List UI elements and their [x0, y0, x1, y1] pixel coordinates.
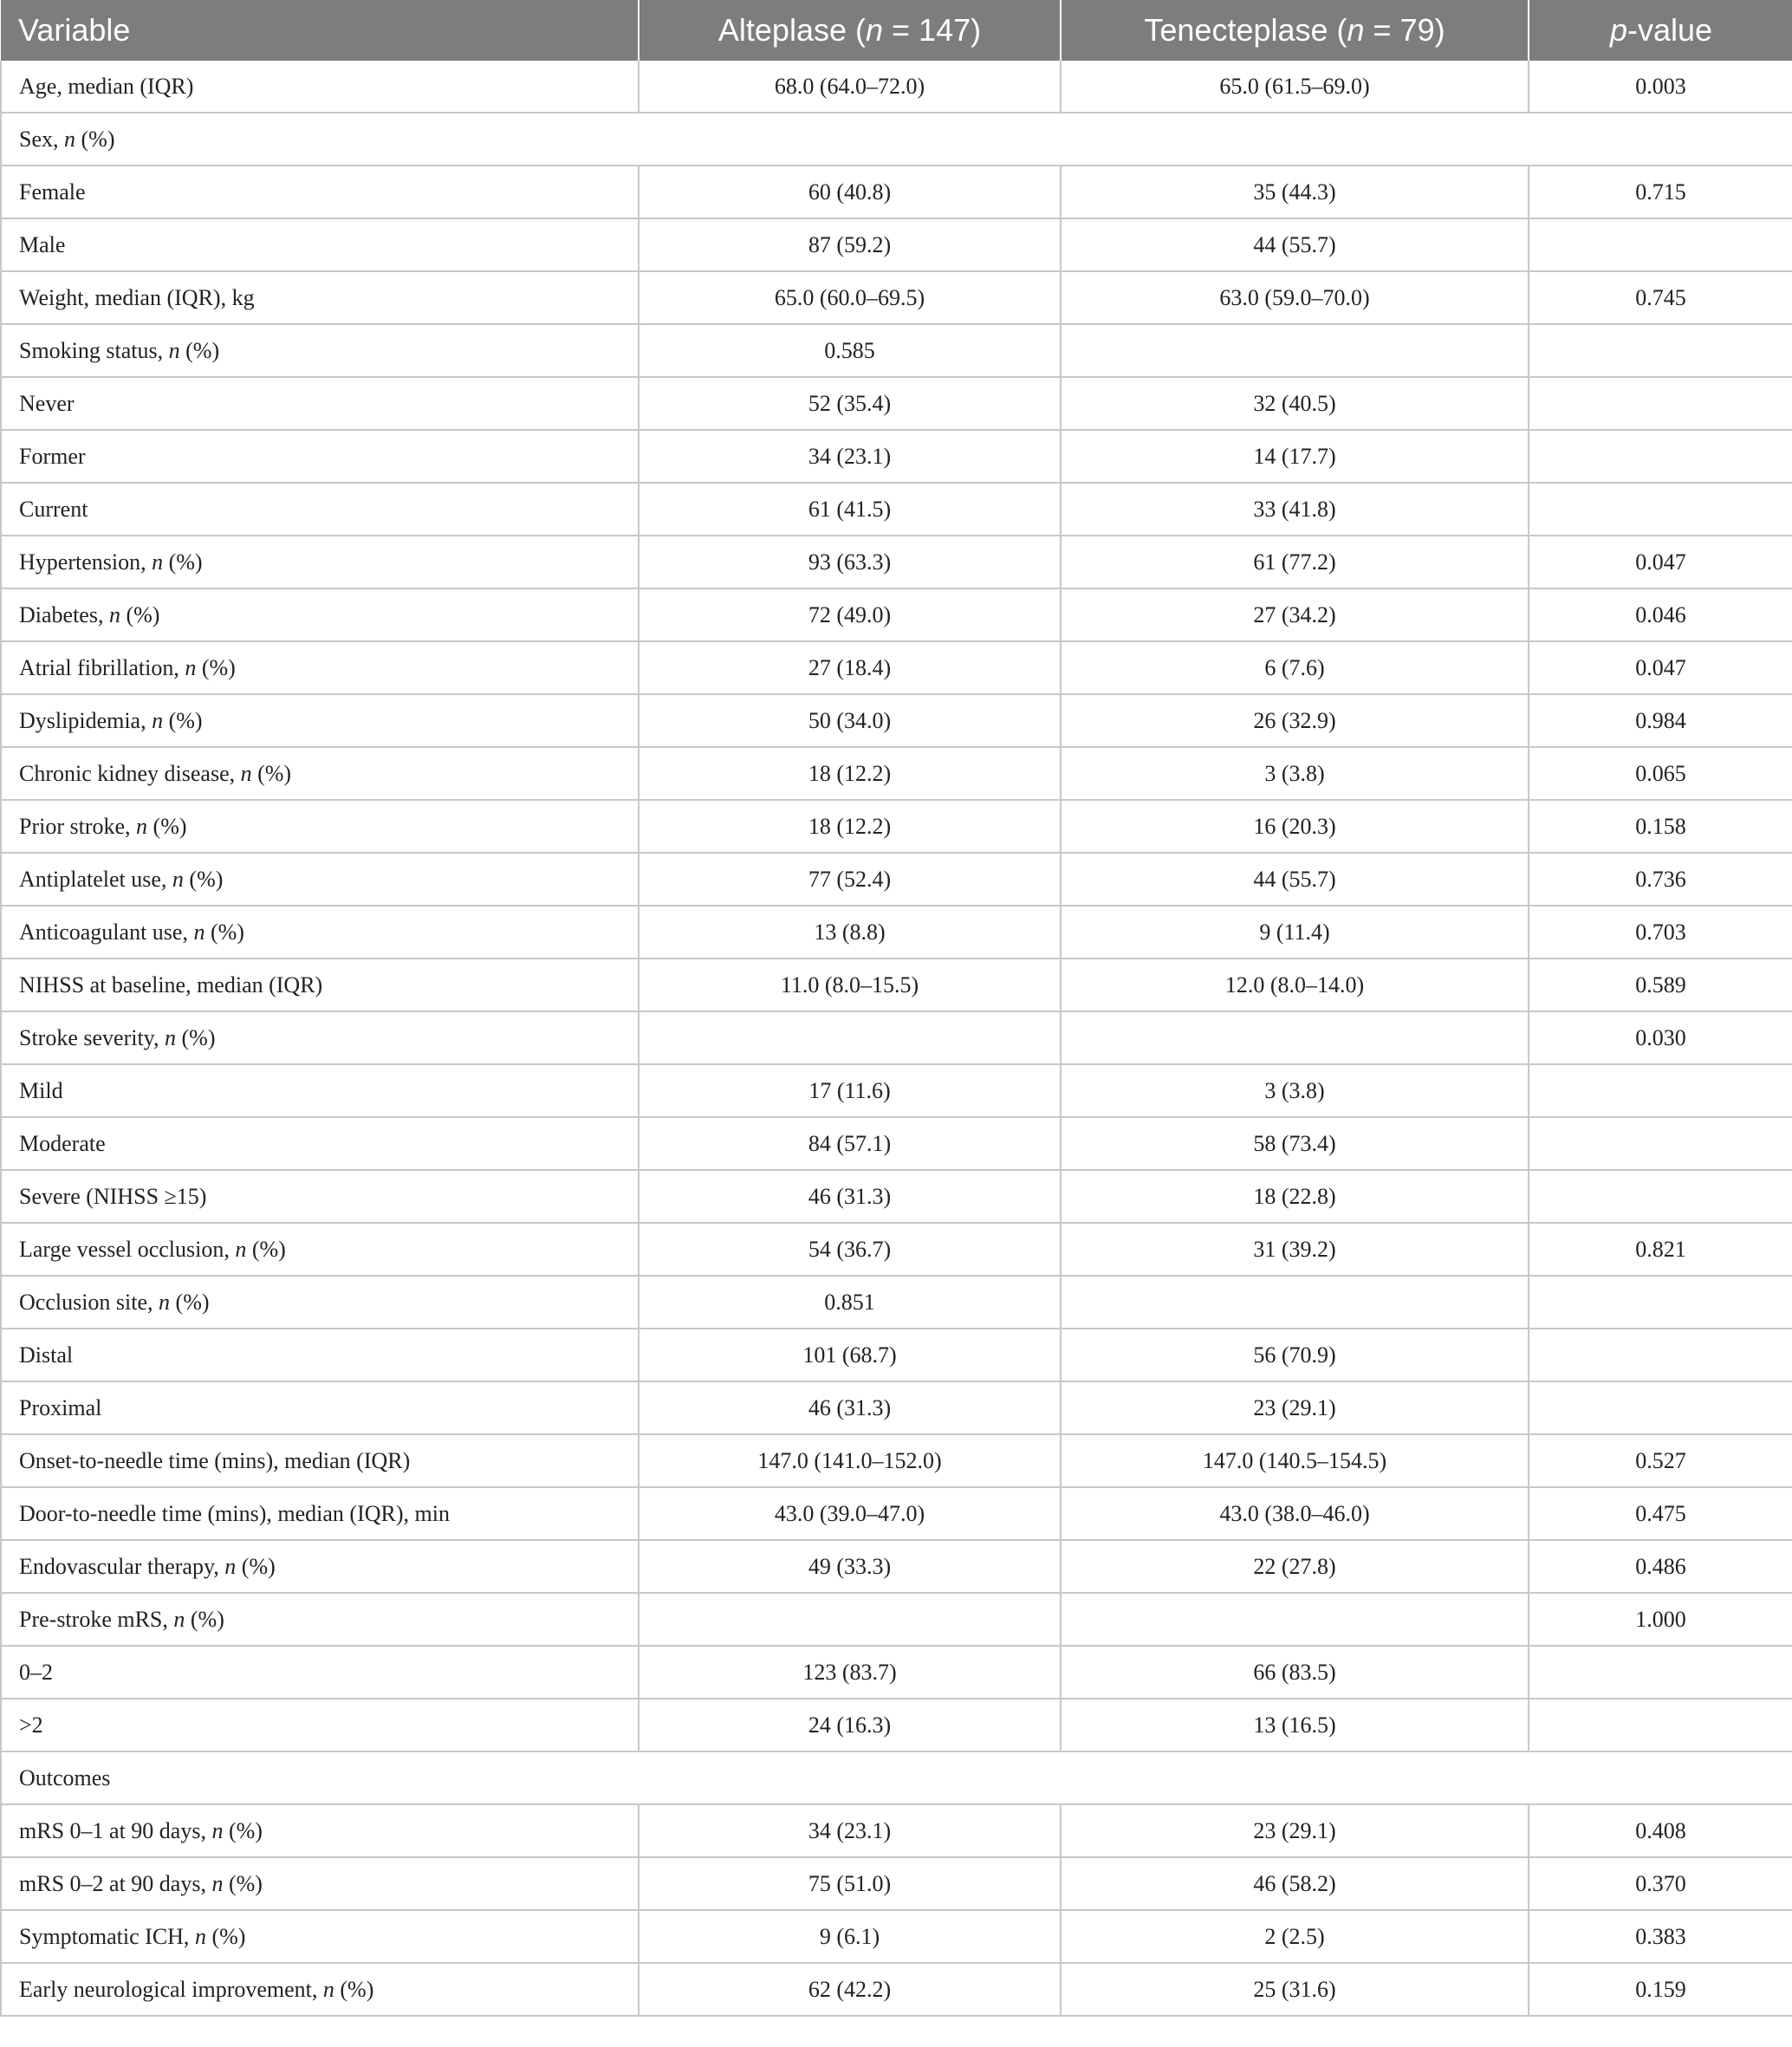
variable-cell: Weight, median (IQR), kg [1, 271, 639, 324]
p-value-cell: 1.000 [1529, 1593, 1792, 1646]
alteplase-cell: 87 (59.2) [639, 218, 1061, 271]
alteplase-cell [639, 1011, 1061, 1064]
table-row [1, 1593, 1792, 1646]
alteplase-cell: 123 (83.7) [639, 1646, 1061, 1699]
variable-cell: Current [1, 483, 639, 536]
table-row [1, 1804, 1792, 1857]
variable-cell: Onset-to-needle time (mins), median (IQR) [1, 1434, 639, 1487]
tenecteplase-cell: 13 (16.5) [1061, 1699, 1529, 1751]
alteplase-cell: 65.0 (60.0–69.5) [639, 271, 1061, 324]
table-body [1, 61, 1792, 2016]
table-row [1, 694, 1792, 747]
p-value-cell: 0.370 [1529, 1857, 1792, 1910]
p-value-cell [1529, 1329, 1792, 1381]
variable-cell: Atrial fibrillation, n (%) [1, 641, 639, 694]
alteplase-cell: 60 (40.8) [639, 166, 1061, 218]
table-row [1, 1329, 1792, 1381]
alteplase-cell: 46 (31.3) [639, 1170, 1061, 1223]
p-value-cell [1529, 430, 1792, 483]
header-variable: Variable [1, 0, 639, 61]
variable-cell: NIHSS at baseline, median (IQR) [1, 959, 639, 1011]
table-row [1, 747, 1792, 800]
table-row [1, 1170, 1792, 1223]
tenecteplase-cell: 44 (55.7) [1061, 853, 1529, 906]
variable-cell: Female [1, 166, 639, 218]
p-value-cell: 0.158 [1529, 800, 1792, 853]
tenecteplase-cell: 43.0 (38.0–46.0) [1061, 1487, 1529, 1540]
variable-cell: Mild [1, 1064, 639, 1117]
alteplase-cell: 18 (12.2) [639, 800, 1061, 853]
variable-cell: Age, median (IQR) [1, 61, 639, 113]
variable-cell: Occlusion site, n (%) [1, 1276, 639, 1329]
tenecteplase-cell: 2 (2.5) [1061, 1910, 1529, 1963]
alteplase-cell: 24 (16.3) [639, 1699, 1061, 1751]
variable-cell: Never [1, 377, 639, 430]
table-row [1, 377, 1792, 430]
p-value-cell: 0.475 [1529, 1487, 1792, 1540]
alteplase-cell: 61 (41.5) [639, 483, 1061, 536]
table-row [1, 853, 1792, 906]
tenecteplase-cell [1061, 1011, 1529, 1064]
tenecteplase-cell: 44 (55.7) [1061, 218, 1529, 271]
tenecteplase-cell [1061, 1593, 1529, 1646]
p-value-cell: 0.159 [1529, 1963, 1792, 2016]
variable-cell: Male [1, 218, 639, 271]
alteplase-cell: 46 (31.3) [639, 1381, 1061, 1434]
p-value-cell: 0.527 [1529, 1434, 1792, 1487]
tenecteplase-cell: 33 (41.8) [1061, 483, 1529, 536]
tenecteplase-cell: 65.0 (61.5–69.0) [1061, 61, 1529, 113]
variable-cell: Proximal [1, 1381, 639, 1434]
alteplase-cell: 0.851 [639, 1276, 1061, 1329]
alteplase-cell: 77 (52.4) [639, 853, 1061, 906]
table-row [1, 1434, 1792, 1487]
alteplase-cell: 52 (35.4) [639, 377, 1061, 430]
tenecteplase-cell: 147.0 (140.5–154.5) [1061, 1434, 1529, 1487]
alteplase-cell: 27 (18.4) [639, 641, 1061, 694]
tenecteplase-cell: 35 (44.3) [1061, 166, 1529, 218]
table-row [1, 1963, 1792, 2016]
variable-cell: >2 [1, 1699, 639, 1751]
variable-cell: Smoking status, n (%) [1, 324, 639, 377]
alteplase-cell: 11.0 (8.0–15.5) [639, 959, 1061, 1011]
p-value-cell: 0.030 [1529, 1011, 1792, 1064]
variable-cell: Symptomatic ICH, n (%) [1, 1910, 639, 1963]
tenecteplase-cell: 9 (11.4) [1061, 906, 1529, 959]
tenecteplase-cell: 46 (58.2) [1061, 1857, 1529, 1910]
variable-cell: Outcomes [1, 1751, 1792, 1804]
alteplase-cell: 147.0 (141.0–152.0) [639, 1434, 1061, 1487]
alteplase-cell: 0.585 [639, 324, 1061, 377]
table-row [1, 1646, 1792, 1699]
header-p-value: p-value [1529, 0, 1792, 61]
variable-cell: Dyslipidemia, n (%) [1, 694, 639, 747]
alteplase-cell: 101 (68.7) [639, 1329, 1061, 1381]
variable-cell: Early neurological improvement, n (%) [1, 1963, 639, 2016]
alteplase-cell: 34 (23.1) [639, 430, 1061, 483]
p-value-cell: 0.046 [1529, 588, 1792, 641]
variable-cell: Prior stroke, n (%) [1, 800, 639, 853]
table-row [1, 641, 1792, 694]
alteplase-cell: 72 (49.0) [639, 588, 1061, 641]
variable-cell: Door-to-needle time (mins), median (IQR), min [1, 1487, 639, 1540]
alteplase-cell: 93 (63.3) [639, 536, 1061, 588]
tenecteplase-cell: 58 (73.4) [1061, 1117, 1529, 1170]
variable-cell: Diabetes, n (%) [1, 588, 639, 641]
variable-cell: Sex, n (%) [1, 113, 1792, 166]
table-row [1, 536, 1792, 588]
tenecteplase-cell: 66 (83.5) [1061, 1646, 1529, 1699]
alteplase-cell: 13 (8.8) [639, 906, 1061, 959]
p-value-cell [1529, 218, 1792, 271]
tenecteplase-cell: 63.0 (59.0–70.0) [1061, 271, 1529, 324]
alteplase-cell: 9 (6.1) [639, 1910, 1061, 1963]
variable-cell: Large vessel occlusion, n (%) [1, 1223, 639, 1276]
table-row [1, 324, 1792, 377]
tenecteplase-cell: 61 (77.2) [1061, 536, 1529, 588]
p-value-cell: 0.383 [1529, 1910, 1792, 1963]
variable-cell: Antiplatelet use, n (%) [1, 853, 639, 906]
p-value-cell [1529, 1276, 1792, 1329]
variable-cell: Chronic kidney disease, n (%) [1, 747, 639, 800]
table-row [1, 906, 1792, 959]
table-row [1, 218, 1792, 271]
alteplase-cell: 54 (36.7) [639, 1223, 1061, 1276]
tenecteplase-cell: 31 (39.2) [1061, 1223, 1529, 1276]
p-value-cell: 0.408 [1529, 1804, 1792, 1857]
header-tenecteplase: Tenecteplase (n = 79) [1061, 0, 1529, 61]
table-row [1, 1117, 1792, 1170]
variable-cell: Moderate [1, 1117, 639, 1170]
table-row [1, 271, 1792, 324]
tenecteplase-cell: 26 (32.9) [1061, 694, 1529, 747]
variable-cell: Severe (NIHSS ≥15) [1, 1170, 639, 1223]
p-value-cell: 0.703 [1529, 906, 1792, 959]
alteplase-cell: 18 (12.2) [639, 747, 1061, 800]
header-alteplase: Alteplase (n = 147) [639, 0, 1061, 61]
tenecteplase-cell: 23 (29.1) [1061, 1381, 1529, 1434]
table-row [1, 959, 1792, 1011]
p-value-cell: 0.486 [1529, 1540, 1792, 1593]
tenecteplase-cell: 6 (7.6) [1061, 641, 1529, 694]
alteplase-cell: 84 (57.1) [639, 1117, 1061, 1170]
table-row [1, 1011, 1792, 1064]
p-value-cell: 0.003 [1529, 61, 1792, 113]
table-row [1, 1910, 1792, 1963]
table-row [1, 1223, 1792, 1276]
table-row [1, 113, 1792, 166]
variable-cell: mRS 0–2 at 90 days, n (%) [1, 1857, 639, 1910]
tenecteplase-cell: 14 (17.7) [1061, 430, 1529, 483]
table-row [1, 166, 1792, 218]
p-value-cell: 0.715 [1529, 166, 1792, 218]
alteplase-cell: 17 (11.6) [639, 1064, 1061, 1117]
tenecteplase-cell: 25 (31.6) [1061, 1963, 1529, 2016]
tenecteplase-cell: 32 (40.5) [1061, 377, 1529, 430]
variable-cell: Stroke severity, n (%) [1, 1011, 639, 1064]
tenecteplase-cell: 22 (27.8) [1061, 1540, 1529, 1593]
p-value-cell [1529, 1064, 1792, 1117]
tenecteplase-cell: 3 (3.8) [1061, 747, 1529, 800]
table-header [1, 0, 1792, 61]
variable-cell: Hypertension, n (%) [1, 536, 639, 588]
table-row [1, 61, 1792, 113]
p-value-cell: 0.589 [1529, 959, 1792, 1011]
alteplase-cell: 75 (51.0) [639, 1857, 1061, 1910]
table-row [1, 1699, 1792, 1751]
p-value-cell [1529, 377, 1792, 430]
variable-cell: Anticoagulant use, n (%) [1, 906, 639, 959]
tenecteplase-cell: 12.0 (8.0–14.0) [1061, 959, 1529, 1011]
p-value-cell [1529, 1170, 1792, 1223]
table-row [1, 1540, 1792, 1593]
p-value-cell: 0.984 [1529, 694, 1792, 747]
alteplase-cell: 43.0 (39.0–47.0) [639, 1487, 1061, 1540]
variable-cell: Distal [1, 1329, 639, 1381]
p-value-cell: 0.745 [1529, 271, 1792, 324]
p-value-cell: 0.736 [1529, 853, 1792, 906]
header-row [1, 0, 1792, 61]
p-value-cell: 0.047 [1529, 641, 1792, 694]
alteplase-cell: 50 (34.0) [639, 694, 1061, 747]
variable-cell: mRS 0–1 at 90 days, n (%) [1, 1804, 639, 1857]
tenecteplase-cell: 18 (22.8) [1061, 1170, 1529, 1223]
table-row [1, 1064, 1792, 1117]
alteplase-cell: 34 (23.1) [639, 1804, 1061, 1857]
variable-cell: Former [1, 430, 639, 483]
p-value-cell: 0.065 [1529, 747, 1792, 800]
p-value-cell [1529, 1381, 1792, 1434]
alteplase-cell: 68.0 (64.0–72.0) [639, 61, 1061, 113]
tenecteplase-cell [1061, 324, 1529, 377]
table-row [1, 430, 1792, 483]
p-value-cell [1529, 1699, 1792, 1751]
variable-cell: Pre-stroke mRS, n (%) [1, 1593, 639, 1646]
table-row [1, 800, 1792, 853]
tenecteplase-cell: 3 (3.8) [1061, 1064, 1529, 1117]
tenecteplase-cell [1061, 1276, 1529, 1329]
table-row [1, 1276, 1792, 1329]
p-value-cell [1529, 324, 1792, 377]
p-value-cell: 0.821 [1529, 1223, 1792, 1276]
p-value-cell: 0.047 [1529, 536, 1792, 588]
alteplase-cell [639, 1593, 1061, 1646]
tenecteplase-cell: 27 (34.2) [1061, 588, 1529, 641]
p-value-cell [1529, 483, 1792, 536]
table-row [1, 1381, 1792, 1434]
variable-cell: 0–2 [1, 1646, 639, 1699]
p-value-cell [1529, 1646, 1792, 1699]
table-row [1, 588, 1792, 641]
tenecteplase-cell: 16 (20.3) [1061, 800, 1529, 853]
p-value-cell [1529, 1117, 1792, 1170]
tenecteplase-cell: 56 (70.9) [1061, 1329, 1529, 1381]
alteplase-cell: 49 (33.3) [639, 1540, 1061, 1593]
tenecteplase-cell: 23 (29.1) [1061, 1804, 1529, 1857]
table-row [1, 1751, 1792, 1804]
variable-cell: Endovascular therapy, n (%) [1, 1540, 639, 1593]
table-row [1, 1487, 1792, 1540]
table-row [1, 1857, 1792, 1910]
alteplase-cell: 62 (42.2) [639, 1963, 1061, 2016]
table-row [1, 483, 1792, 536]
